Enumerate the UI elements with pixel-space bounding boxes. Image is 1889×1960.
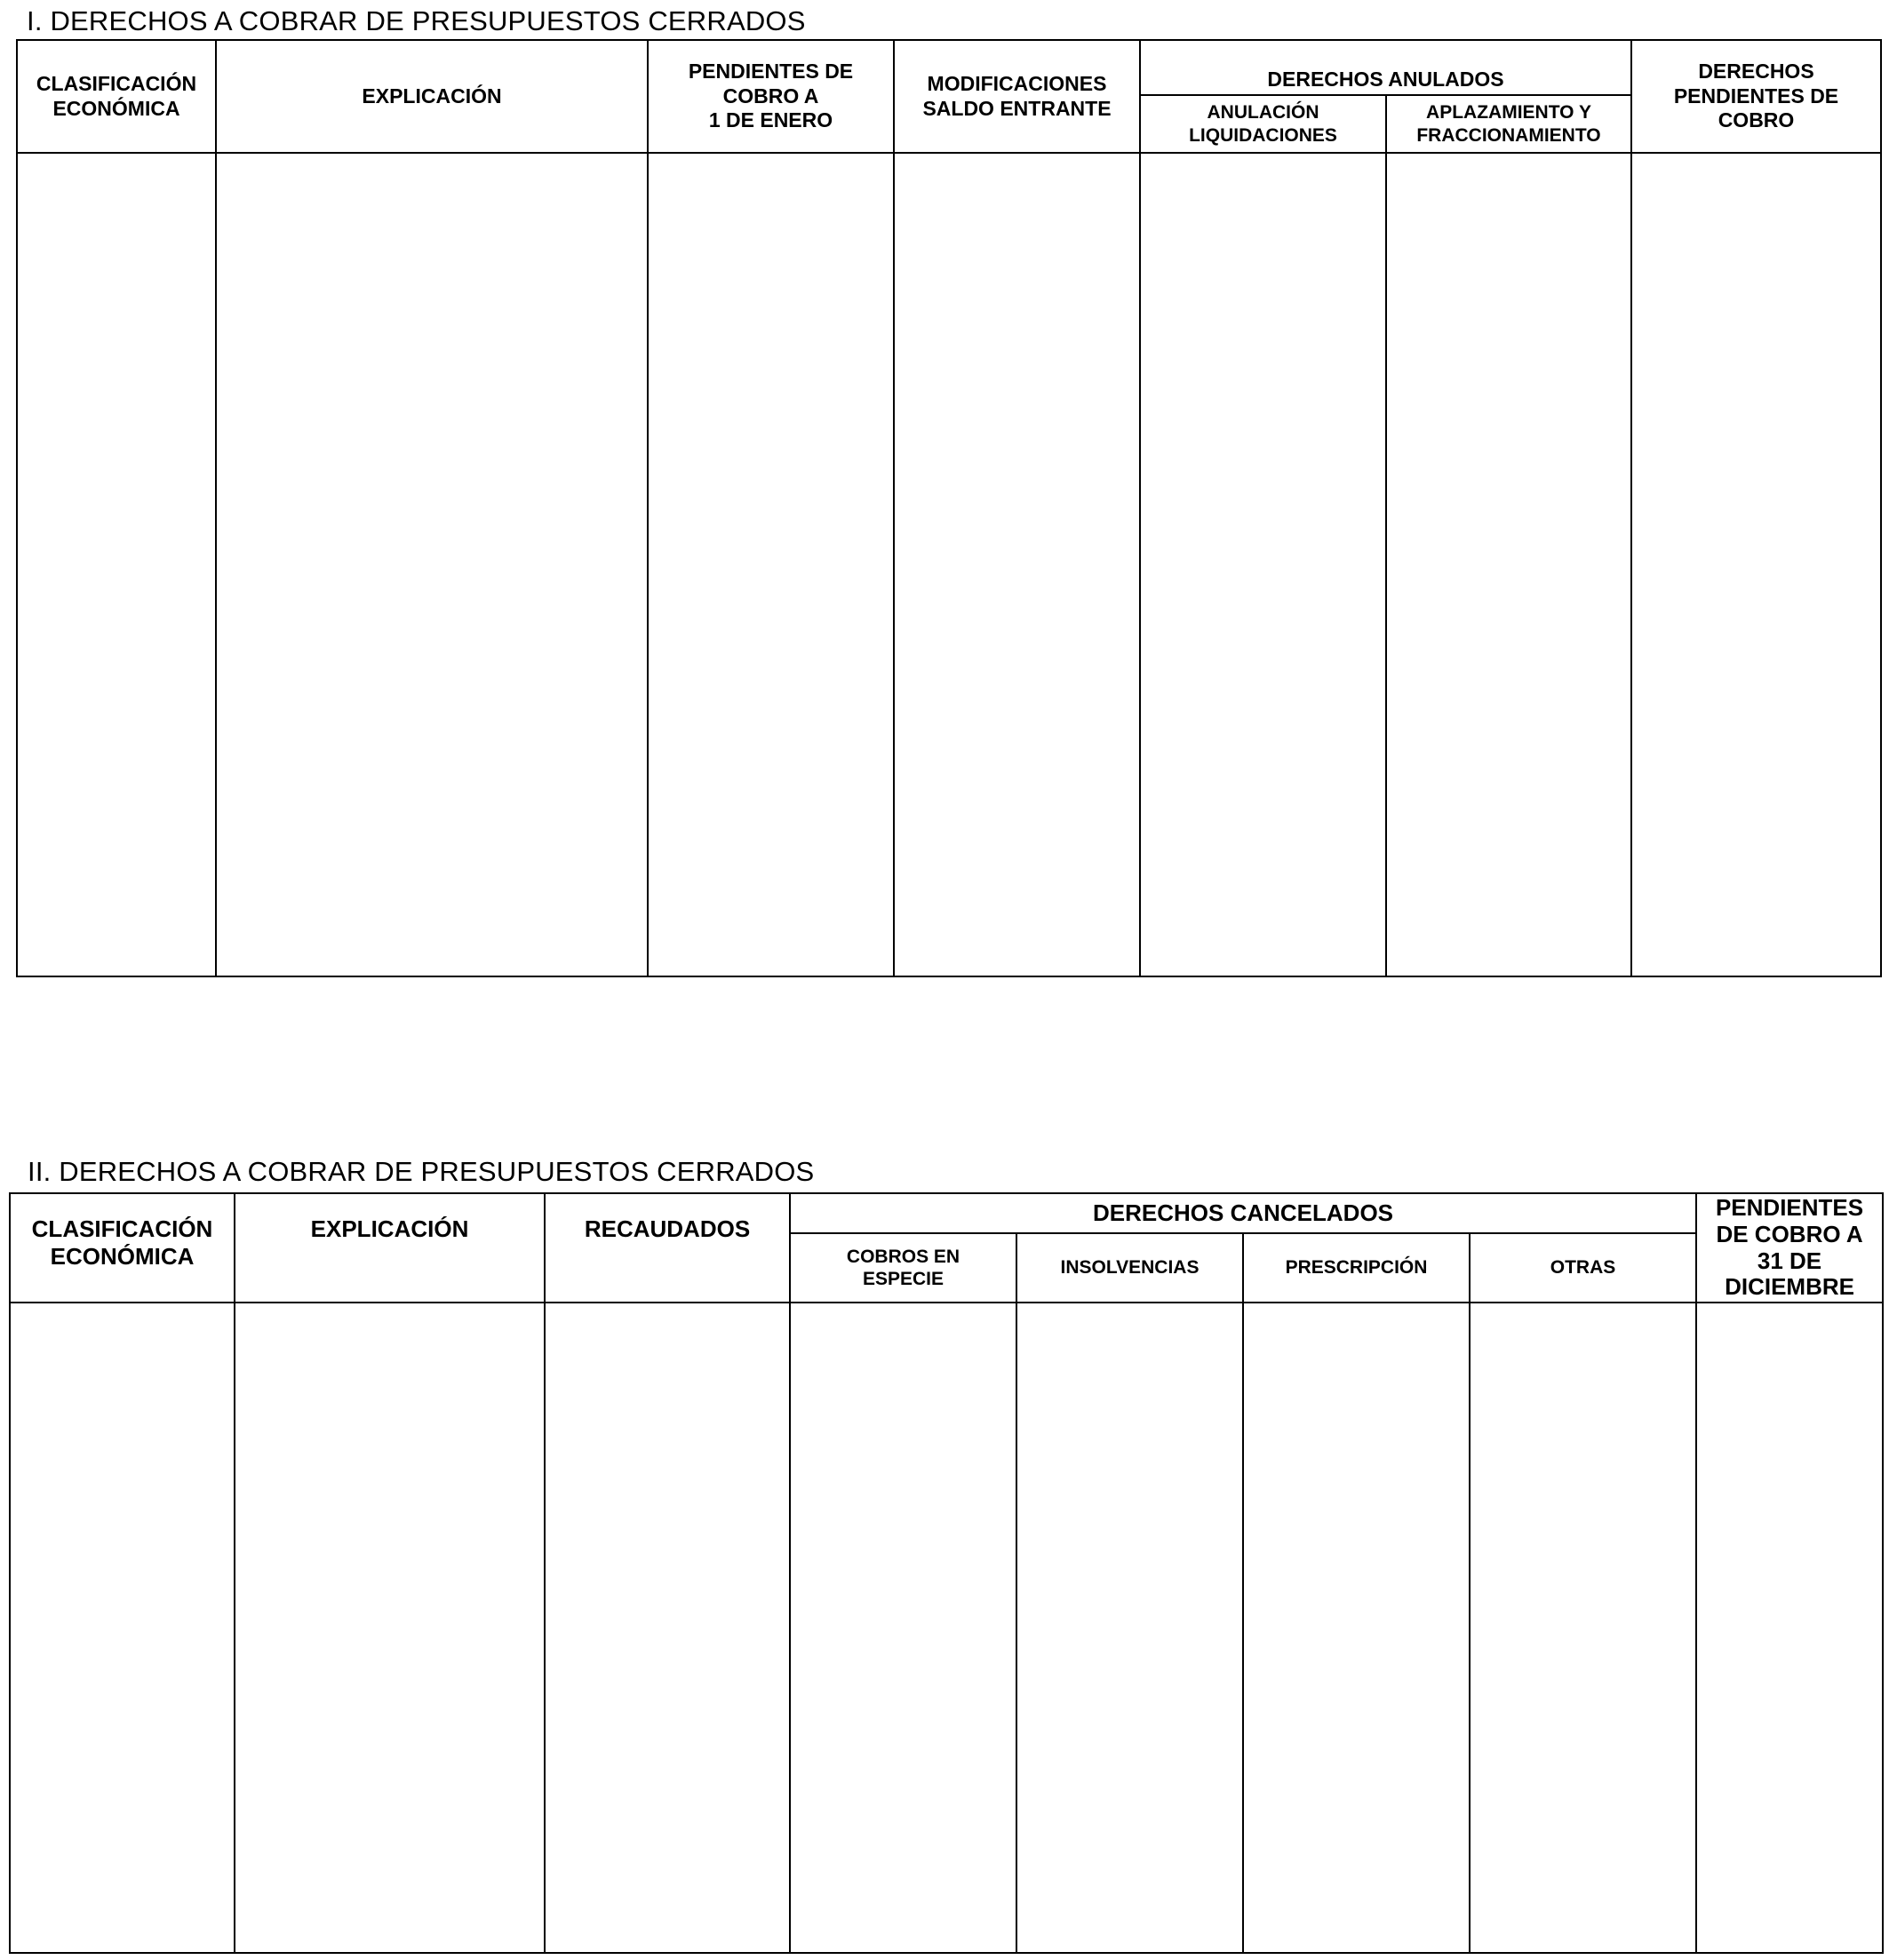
cell-prescripcion[interactable] (1243, 1303, 1470, 1953)
header-cobros-en-especie: COBROS EN ESPECIE (790, 1233, 1016, 1303)
header-clasificacion-economica: CLASIFICACIÓN ECONÓMICA (10, 1193, 235, 1303)
cell-cobros-especie[interactable] (790, 1303, 1016, 1953)
cell-aplazamiento[interactable] (1386, 153, 1631, 976)
header-derechos-anulados: DERECHOS ANULADOS (1140, 40, 1631, 95)
section-2-title: II. DERECHOS A COBRAR DE PRESUPUESTOS CERRADOS (28, 1156, 815, 1187)
header-insolvencias: INSOLVENCIAS (1016, 1233, 1243, 1303)
header-prescripcion: PRESCRIPCIÓN (1243, 1233, 1470, 1303)
cell-pendientes[interactable] (648, 153, 894, 976)
header-modificaciones-saldo: MODIFICACIONES SALDO ENTRANTE (894, 40, 1140, 153)
section-1-title: I. DERECHOS A COBRAR DE PRESUPUESTOS CERRADOS (27, 5, 806, 36)
cell-anulacion[interactable] (1140, 153, 1386, 976)
header-explicacion: EXPLICACIÓN (235, 1193, 545, 1303)
header-recaudados: RECAUDADOS (545, 1193, 790, 1303)
header-clasificacion-economica: CLASIFICACIÓN ECONÓMICA (17, 40, 216, 153)
header-pendientes-31-diciembre: PENDIENTES DE COBRO A 31 DE DICIEMBRE (1696, 1193, 1883, 1303)
header-otras: OTRAS (1470, 1233, 1696, 1303)
header-aplazamiento-fraccionamiento: APLAZAMIENTO Y FRACCIONAMIENTO (1386, 95, 1631, 153)
table-row (10, 1303, 1883, 1953)
cell-clasificacion[interactable] (10, 1303, 235, 1953)
cell-explicacion[interactable] (235, 1303, 545, 1953)
cell-modificaciones[interactable] (894, 153, 1140, 976)
cell-derechos-pendientes[interactable] (1631, 153, 1881, 976)
cell-insolvencias[interactable] (1016, 1303, 1243, 1953)
table-row (17, 153, 1881, 976)
header-anulacion-liquidaciones: ANULACIÓN LIQUIDACIONES (1140, 95, 1386, 153)
closed-budgets-rights-table-2 (9, 1192, 1884, 1954)
closed-budgets-rights-table-1 (16, 39, 1882, 977)
cell-clasificacion[interactable] (17, 153, 216, 976)
header-explicacion: EXPLICACIÓN (216, 40, 648, 153)
cell-explicacion[interactable] (216, 153, 648, 976)
header-derechos-pendientes: DERECHOS PENDIENTES DE COBRO (1631, 40, 1881, 153)
cell-pendientes-diciembre[interactable] (1696, 1303, 1883, 1953)
cell-otras[interactable] (1470, 1303, 1696, 1953)
cell-recaudados[interactable] (545, 1303, 790, 1953)
header-derechos-cancelados: DERECHOS CANCELADOS (790, 1193, 1696, 1233)
header-pendientes-1-enero: PENDIENTES DE COBRO A 1 DE ENERO (648, 40, 894, 153)
